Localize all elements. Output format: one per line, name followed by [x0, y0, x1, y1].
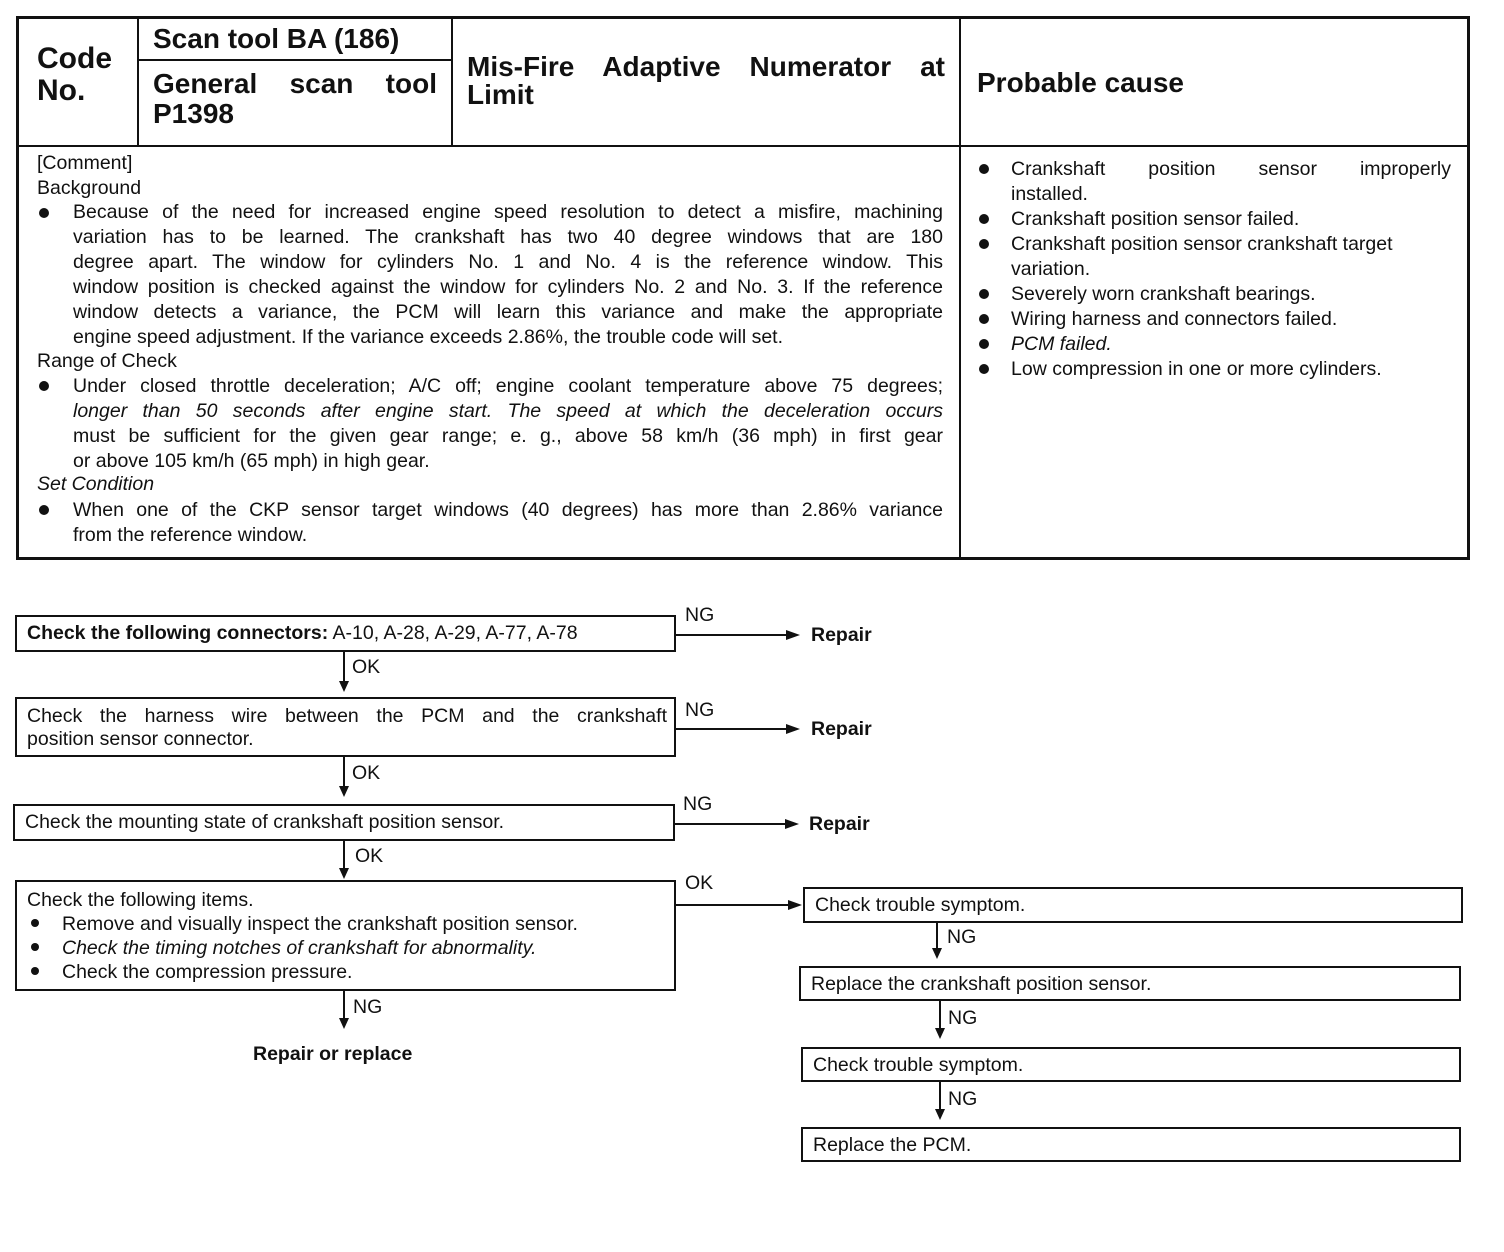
- flow-connector: [676, 634, 786, 636]
- step-check-items-label: Check the following items.: [27, 889, 254, 911]
- table-header-row: [19, 19, 1467, 147]
- flow-connector: [343, 991, 345, 1019]
- arrow-down-icon: [339, 868, 349, 879]
- probable-cause-list: [961, 147, 1467, 557]
- dtc-title-line1: Mis-Fire Adaptive Numerator at: [467, 51, 945, 82]
- background-label: Background: [37, 177, 142, 199]
- bullet-icon: [979, 164, 989, 174]
- flow-connector: [939, 1082, 941, 1110]
- step-check-connectors-label: Check the following connectors:: [27, 622, 329, 644]
- bullet-icon: [979, 364, 989, 374]
- dtc-code: P1398: [153, 98, 234, 129]
- ok-label: OK: [685, 872, 714, 894]
- arrow-right-icon: [786, 724, 800, 734]
- general-scan-tool-label: General scan tool: [153, 68, 437, 99]
- ng-label: NG: [948, 1007, 978, 1029]
- bullet-icon: [39, 381, 49, 391]
- arrow-right-icon: [788, 900, 802, 910]
- check-trouble-symptom-label: Check trouble symptom.: [813, 1054, 1024, 1076]
- flow-connector: [676, 904, 788, 906]
- ok-label: OK: [352, 762, 381, 784]
- flow-connector: [343, 652, 345, 682]
- flow-connector: [939, 1001, 941, 1029]
- range-of-check-label: Range of Check: [37, 350, 177, 372]
- ng-label: NG: [947, 926, 977, 948]
- flow-connector: [936, 923, 938, 949]
- no-label: No.: [37, 74, 86, 107]
- background-text-line: window position is checked against the window for cylinders No. 2 and No. 3. If the reference: [73, 276, 943, 298]
- comment-section: [19, 147, 961, 557]
- cause-item: Crankshaft position sensor failed.: [1011, 208, 1300, 230]
- step-check-mounting-label: Check the mounting state of crankshaft position sensor.: [25, 811, 505, 833]
- flow-connector: [675, 823, 785, 825]
- replace-ckp-sensor-box: [799, 966, 1461, 1001]
- background-text-line: Because of the need for increased engine speed resolution to detect a misfire, machining: [73, 201, 943, 223]
- cause-item: installed.: [1011, 183, 1088, 205]
- arrow-down-icon: [935, 1028, 945, 1039]
- dtc-title-cell: [453, 19, 961, 147]
- arrow-down-icon: [339, 1018, 349, 1029]
- set-condition-label: Set Condition: [37, 473, 155, 495]
- step-check-harness-label: Check the harness wire between the PCM and the crankshaft: [27, 705, 667, 727]
- cause-item: Severely worn crankshaft bearings.: [1011, 283, 1316, 305]
- replace-pcm-label: Replace the PCM.: [813, 1134, 972, 1156]
- replace-pcm-box: [801, 1127, 1461, 1162]
- arrow-down-icon: [935, 1109, 945, 1120]
- table-body-row: [19, 147, 1467, 557]
- cause-item: Crankshaft position sensor improperly: [1011, 158, 1451, 180]
- bullet-icon: [979, 289, 989, 299]
- arrow-down-icon: [339, 786, 349, 797]
- bullet-icon: [979, 239, 989, 249]
- scan-tool-ba-label: Scan tool BA (186): [153, 23, 400, 54]
- set-condition-text-line: When one of the CKP sensor target windows (40 degrees) has more than 2.86% variance: [73, 499, 943, 521]
- probable-cause-header-cell: [961, 19, 1467, 147]
- flow-connector: [343, 841, 345, 869]
- bullet-icon: [979, 214, 989, 224]
- cause-item: PCM failed.: [1011, 333, 1112, 355]
- scan-tool-ba-cell: [139, 19, 451, 61]
- probable-cause-heading: Probable cause: [977, 67, 1184, 98]
- flow-connector: [343, 757, 345, 787]
- arrow-down-icon: [339, 681, 349, 692]
- check-trouble-symptom-box: [803, 887, 1463, 923]
- comment-label: [Comment]: [37, 152, 133, 174]
- range-text-line: must be sufficient for the given gear range; e. g., above 58 km/h (36 mph) in first gear: [73, 425, 943, 447]
- range-text-line: longer than 50 seconds after engine start. The speed at which the deceleration occurs: [73, 400, 943, 422]
- repair-or-replace-result: Repair or replace: [253, 1043, 413, 1065]
- ok-label: OK: [355, 845, 384, 867]
- scan-tool-cell: [139, 19, 453, 147]
- arrow-right-icon: [785, 819, 799, 829]
- arrow-right-icon: [786, 630, 800, 640]
- step-check-harness-label: position sensor connector.: [27, 728, 254, 750]
- cause-item: variation.: [1011, 258, 1091, 280]
- set-condition-text-line: from the reference window.: [73, 524, 308, 546]
- check-trouble-symptom-label: Check trouble symptom.: [815, 894, 1026, 916]
- step-check-connectors-box: [15, 615, 676, 652]
- bullet-icon: [31, 919, 39, 927]
- background-text-line: window detects a variance, the PCM will learn this variance and make the appropriate: [73, 301, 943, 323]
- background-text-line: variation has to be learned. The crankshaft has two 40 degree windows that are 180: [73, 226, 943, 248]
- repair-result: Repair: [811, 624, 872, 646]
- bullet-icon: [31, 967, 39, 975]
- background-text-line: degree apart. The window for cylinders No. 1 and No. 4 is the reference window. This: [73, 251, 943, 273]
- cause-item: Wiring harness and connectors failed.: [1011, 308, 1338, 330]
- bullet-icon: [39, 208, 49, 218]
- dtc-table: [16, 16, 1470, 560]
- replace-ckp-sensor-label: Replace the crankshaft position sensor.: [811, 973, 1152, 995]
- bullet-icon: [31, 943, 39, 951]
- check-trouble-symptom-box-2: [801, 1047, 1461, 1082]
- step-check-items-box: [15, 880, 676, 991]
- ng-label: NG: [948, 1088, 978, 1110]
- background-text-line: engine speed adjustment. If the variance exceeds 2.86%, the trouble code will set.: [73, 326, 784, 348]
- flow-connector: [676, 728, 786, 730]
- code-no-label: [37, 43, 112, 107]
- ng-label: NG: [353, 996, 383, 1018]
- check-item: Check the compression pressure.: [62, 961, 353, 983]
- ng-label: NG: [683, 793, 713, 815]
- range-text-line: Under closed throttle deceleration; A/C off; engine coolant temperature above 75 degrees;: [73, 375, 943, 397]
- dtc-title-line2: Limit: [467, 79, 534, 110]
- check-item: Remove and visually inspect the crankshaft position sensor.: [62, 913, 578, 935]
- cause-item: Low compression in one or more cylinders.: [1011, 358, 1382, 380]
- ng-label: NG: [685, 604, 715, 626]
- ok-label: OK: [352, 656, 381, 678]
- arrow-down-icon: [932, 948, 942, 959]
- bullet-icon: [979, 314, 989, 324]
- code-label: Code: [37, 42, 112, 75]
- repair-result: Repair: [811, 718, 872, 740]
- range-text-line: or above 105 km/h (65 mph) in high gear.: [73, 450, 430, 472]
- repair-result: Repair: [809, 813, 870, 835]
- step-check-harness-box: [15, 697, 676, 757]
- ng-label: NG: [685, 699, 715, 721]
- step-check-mounting-box: [13, 804, 675, 841]
- bullet-icon: [979, 339, 989, 349]
- bullet-icon: [39, 505, 49, 515]
- connector-list: A-10, A-28, A-29, A-77, A-78: [332, 622, 578, 644]
- code-no-cell: [19, 19, 139, 147]
- check-item: Check the timing notches of crankshaft for abnormality.: [62, 937, 537, 959]
- cause-item: Crankshaft position sensor crankshaft target: [1011, 233, 1393, 255]
